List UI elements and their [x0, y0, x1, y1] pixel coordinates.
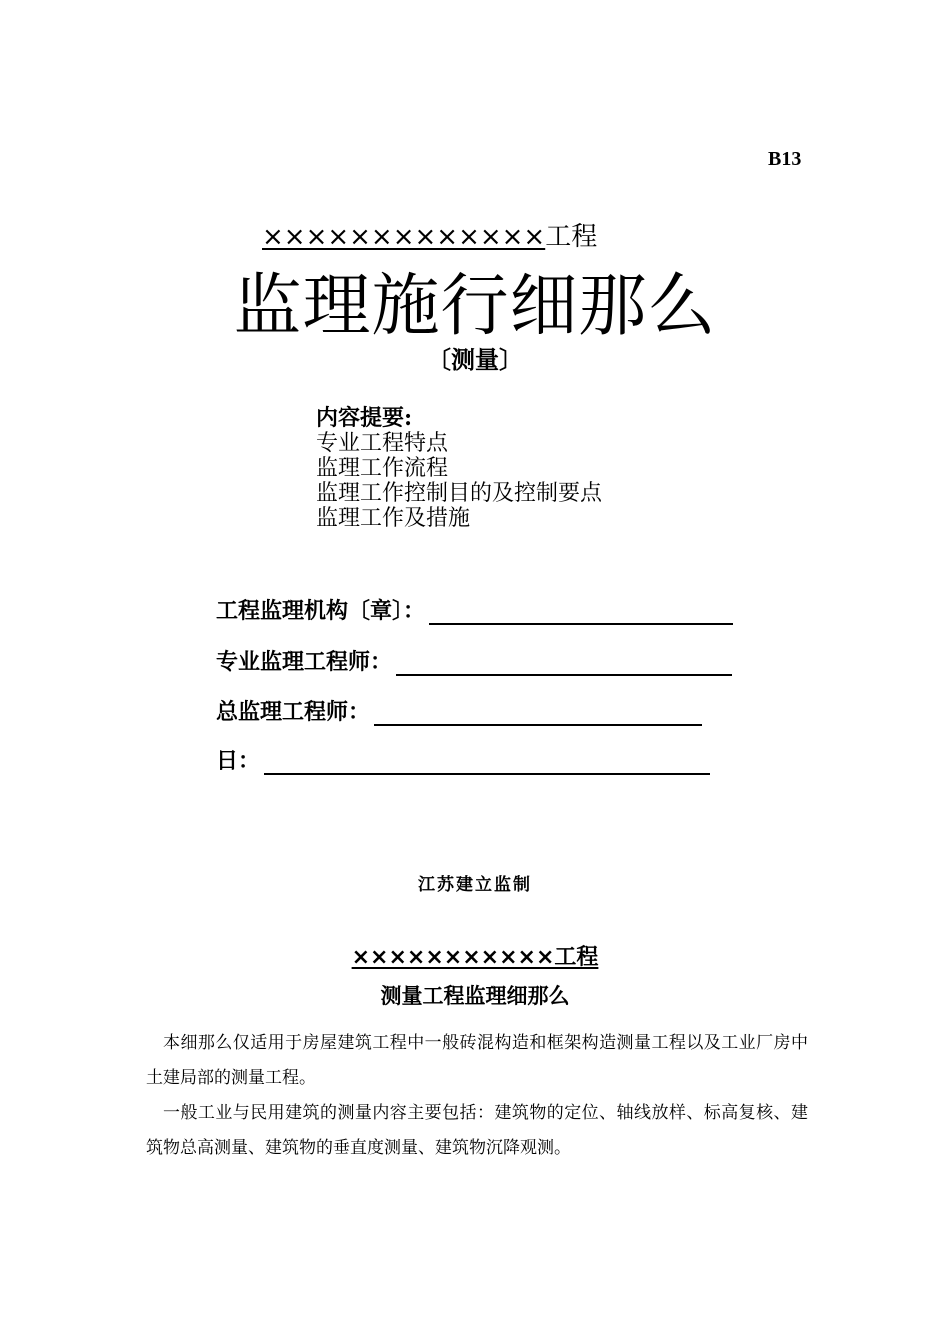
section-project-line: ×××××××××××工程	[351, 945, 599, 970]
signature-row-agency	[216, 594, 733, 625]
signature-blank	[429, 603, 733, 625]
section-title: 测量工程监理细那么	[380, 984, 570, 1008]
signature-blank	[396, 654, 732, 676]
section-body	[146, 1026, 808, 1166]
summary-item: 监理工作控制目的及控制要点	[316, 481, 603, 506]
summary-heading: 内容提要:	[316, 405, 413, 431]
signature-label: 总监理工程师：	[216, 700, 371, 725]
signature-label: 工程监理机构〔章〕：	[216, 599, 426, 624]
summary-item: 监理工作及措施	[316, 506, 471, 531]
signature-row-chief	[216, 695, 702, 726]
signature-blank	[374, 704, 702, 726]
signature-blank	[264, 753, 710, 775]
summary-item: 专业工程特点	[316, 431, 449, 456]
signature-row-date	[216, 744, 710, 775]
sub-title: 〔测量〕	[427, 346, 523, 374]
project-name-line	[262, 216, 597, 253]
signature-row-specialist	[216, 645, 732, 676]
project-suffix: 工程	[545, 222, 598, 252]
body-paragraph: 一般工业与民用建筑的测量内容主要包括：建筑物的定位、轴线放样、标高复核、建筑物总高测量、建筑物的垂直度测量、建筑物沉降观测。	[146, 1103, 808, 1158]
body-paragraph: 本细那么仅适用于房屋建筑工程中一般砖混构造和框架构造测量工程以及工业厂房中土建局部的测量工程。	[146, 1033, 808, 1088]
signature-label: 专业监理工程师：	[216, 650, 393, 675]
summary-item: 监理工作流程	[316, 456, 449, 481]
document-code: B13	[768, 148, 802, 170]
signature-label: 日：	[216, 749, 261, 774]
organization: 江苏建立监制	[418, 875, 532, 895]
summary-block	[316, 406, 602, 531]
project-name: ×××××××××××××	[262, 222, 546, 252]
main-title: 监理施行细那么	[233, 267, 717, 346]
